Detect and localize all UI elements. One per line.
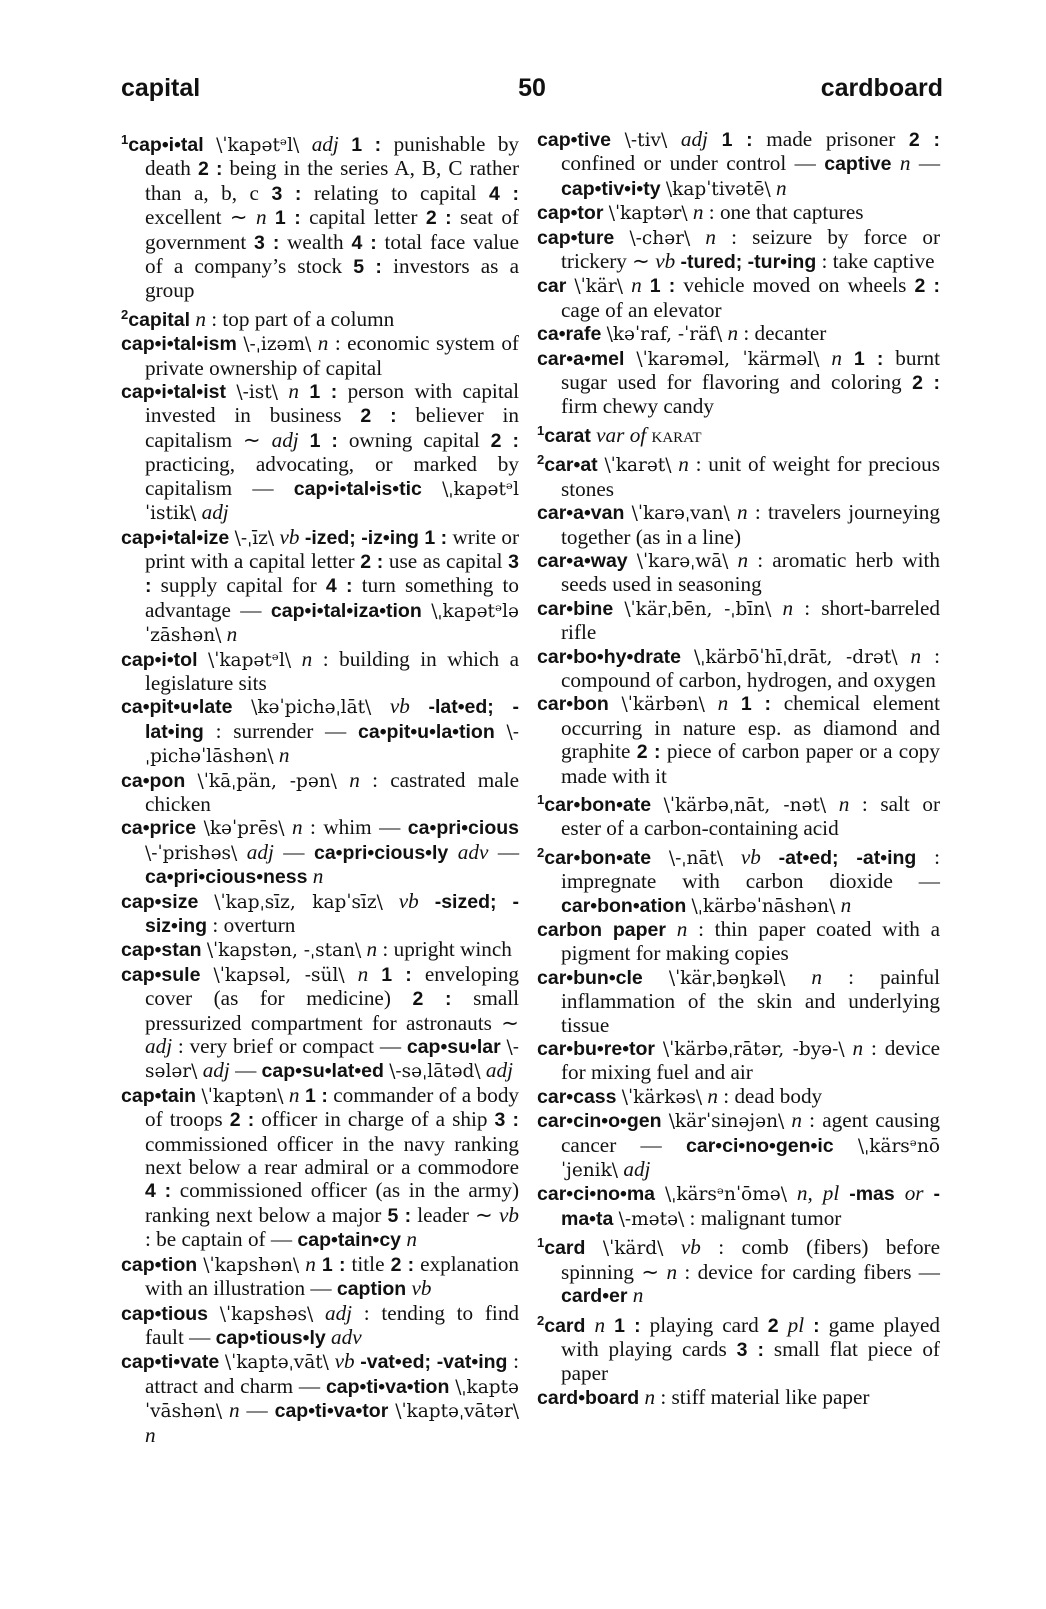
dictionary-entry: cap•tain \ˈkaptən\ n 1 : commander of a body of troops 2 : officer in charge of a ship 3 : commissioned officer in the navy ranking next below a rear admiral or a commodore 4 : commissioned officer (as in the army) ranking next below a major 5 : leader ∼ vb : be captain of — cap•tain•cy n [121, 1082, 520, 1252]
dictionary-entry: carbon paper n : thin paper coated with a pigment for making copies [537, 917, 941, 966]
dictionary-entry: cap•ti•vate \ˈkaptəˌvāt\ vb -vat•ed; -vat•ing : attract and charm — cap•ti•va•tion \ˌkaptəˈvāshən\ n — cap•ti•va•tor \ˈkaptəˌvātər\ n [121, 1349, 520, 1447]
dictionary-entry: card•board n : stiff material like paper [537, 1384, 870, 1409]
right-guide-word: cardboard [820, 74, 943, 102]
dictionary-entry: car•bine \ˈkärˌbēn, -ˌbīn\ n : short-barreled rifle [537, 595, 941, 645]
dictionary-entry: ca•pon \ˈkāˌpän, -pən\ n : castrated male chicken [121, 767, 519, 816]
dictionary-entry: car•cin•o•gen \kärˈsinəjən\ n : agent causing cancer — car•ci•no•gen•ic \ˌkärsᵊnōˈjenik\ adj [537, 1108, 941, 1182]
dictionary-entry: cap•i•tol \ˈkapətᵊl\ n : building in which a legislature sits [121, 646, 519, 695]
dictionary-entry: cap•sule \ˈkapsəl, -sül\ n 1 : enveloping cover (as for medicine) 2 : small pressurized compartment for astronauts ∼ adj : very brief or compact — cap•su•lar \-sələr\ adj — cap•su•lat•ed \-səˌlātəd\ adj [121, 961, 520, 1083]
dictionary-entry: car•bo•hy•drate \ˌkärbōˈhīˌdrāt, -drət\ n : compound of carbon, hydrogen, and oxygen [537, 643, 941, 692]
dictionary-entry: cap•tion \ˈkapshən\ n 1 : title 2 : explanation with an illustration — caption vb [121, 1251, 520, 1301]
dictionary-entry: $^2$card n 1 : playing card 2 pl : game played with playing cards 3 : small flat piece of paper [537, 1312, 941, 1386]
dictionary-entry: $^1$carat var of karat [537, 422, 702, 447]
dictionary-entry: cap•stan \ˈkapstən, -ˌstan\ n : upright winch [121, 937, 512, 962]
dictionary-entry: car•bun•cle \ˈkärˌbəŋkəl\ n : painful inflammation of the skin and underlying tissue [537, 964, 941, 1037]
dictionary-entry: cap•tious \ˈkapshəs\ adj : tending to find fault — cap•tious•ly adv [121, 1300, 520, 1349]
dictionary-entry: car•bon \ˈkärbən\ n 1 : chemical element occurring in nature esp. as diamond and graphite 2 : piece of carbon paper or a copy made with it [537, 691, 940, 788]
dictionary-entry: $^1$cap•i•tal \ˈkapətᵊl\ adj 1 : punishable by death 2 : being in the series A, B, C rather than a, b, c 3 : relating to capital 4 : excellent ∼ n 1 : capital letter 2 : seat of government 3 : wealth 4 : total face value of a company’s stock 5 : investors as a group [121, 132, 520, 303]
dictionary-entry: car•a•way \ˈkarəˌwā\ n : aromatic herb with seeds used in seasoning [537, 547, 941, 597]
left-column [121, 128, 519, 1447]
dictionary-entry: $^1$car•bon•ate \ˈkärbəˌnāt, -nət\ n : salt or ester of a carbon-containing acid [537, 791, 941, 841]
dictionary-entry: car•a•van \ˈkarəˌvan\ n : travelers journeying together (as in a line) [537, 500, 940, 549]
left-guide-word: capital [121, 74, 201, 102]
dictionary-entry: cap•i•tal•ize \-ˌīz\ vb -ized; -iz•ing 1 : write or print with a capital letter 2 : use as capital 3 : supply capital for 4 : turn something to advantage — cap•i•tal•iza•tion \ˌkapətᵊləˈzāshən\ n [121, 524, 520, 647]
dictionary-entry: $^2$capital n : top part of a column [121, 306, 395, 331]
dictionary-entry: cap•i•tal•ist \-ist\ n 1 : person with capital invested in business 2 : believer in capitalism ∼ adj 1 : owning capital 2 : practicing, advocating, or marked by capitalism — cap•i•tal•is•tic \ˌkapətᵊlˈistik\ adj [121, 379, 519, 525]
dictionary-entry: car•a•mel \ˈkarəməl, ˈkärməl\ n 1 : burnt sugar used for flavoring and coloring 2 : firm chewy candy [537, 345, 941, 419]
dictionary-entry: $^2$car•at \ˈkarət\ n : unit of weight for precious stones [537, 452, 941, 501]
page-number: 50 [518, 74, 546, 102]
dictionary-entry: ca•pit•u•late \kəˈpichəˌlāt\ vb -lat•ed; -lat•ing : surrender — ca•pit•u•la•tion \-ˌpichəˈlāshən\ n [121, 694, 520, 768]
dictionary-entry: car•bu•re•tor \ˈkärbəˌrātər, -byə-\ n : device for mixing fuel and air [537, 1036, 940, 1085]
dictionary-entry: cap•tor \ˈkaptər\ n : one that captures [537, 200, 864, 225]
right-column [537, 128, 940, 1410]
dictionary-entry: cap•i•tal•ism \-ˌizəm\ n : economic system of private ownership of capital [121, 331, 519, 380]
dictionary-entry: cap•ture \-chər\ n : seizure by force or trickery ∼ vb -tured; -tur•ing : take captive [537, 224, 940, 274]
dictionary-entry: car \ˈkär\ n 1 : vehicle moved on wheels 2 : cage of an elevator [537, 273, 941, 322]
dictionary-entry: $^2$car•bon•ate \-ˌnāt\ vb -at•ed; -at•ing : impregnate with carbon dioxide — car•bon•ation \ˌkärbəˈnāshən\ n [537, 844, 941, 917]
dictionary-entry: ca•rafe \kəˈraf, -ˈräf\ n : decanter [537, 321, 827, 346]
dictionary-entry: cap•size \ˈkapˌsīz, kapˈsīz\ vb -sized; -siz•ing : overturn [121, 888, 520, 937]
dictionary-entry: cap•tive \-tiv\ adj 1 : made prisoner 2 : confined or under control — captive n — cap•tiv•i•ty \kapˈtivətē\ n [537, 127, 941, 200]
page-header [121, 74, 943, 110]
dictionary-entry: ca•price \kəˈprēs\ n : whim — ca•pri•cious \-ˈprishəs\ adj — ca•pri•cious•ly adv — ca•pri•cious•ness n [121, 815, 520, 889]
dictionary-entry: car•cass \ˈkärkəs\ n : dead body [537, 1083, 823, 1108]
dictionary-entry: $^1$card \ˈkärd\ vb : comb (fibers) before spinning ∼ n : device for carding fibers — card•er n [537, 1235, 941, 1308]
dictionary-entry: car•ci•no•ma \ˌkärsᵊnˈōmə\ n, pl -mas or -ma•ta \-mətə\ : malignant tumor [537, 1181, 941, 1230]
